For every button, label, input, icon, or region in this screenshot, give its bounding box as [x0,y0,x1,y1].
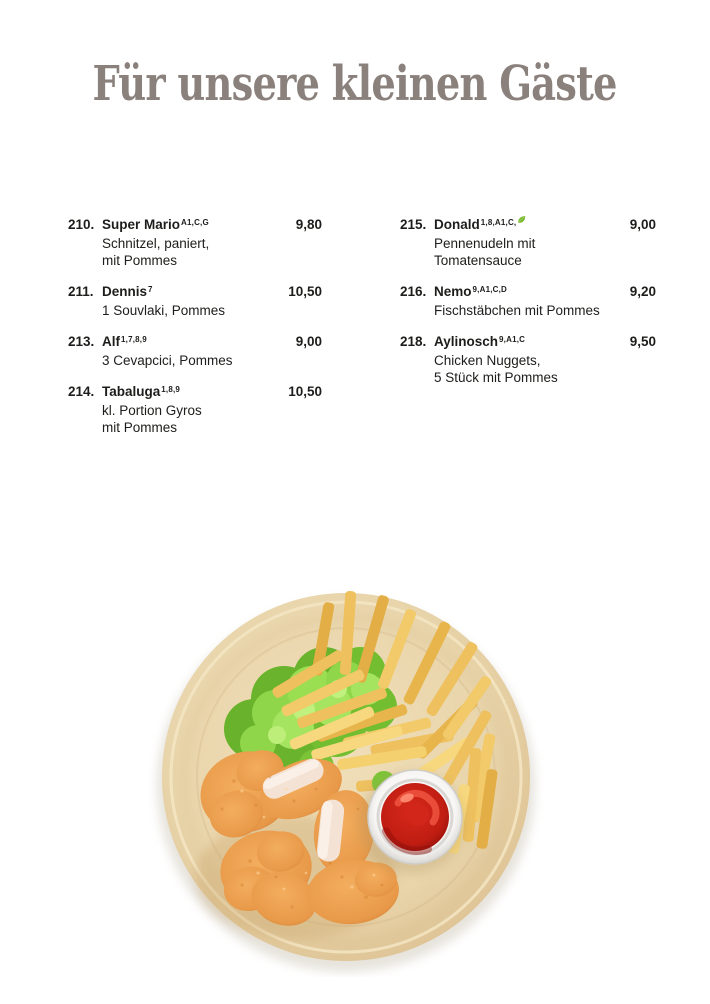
item-name-line [102,333,288,352]
item-description-line: Pennenudeln mit [434,236,536,251]
item-price: 9,50 [629,334,656,349]
item-description-line: mit Pommes [102,253,178,268]
item-allergen-codes: 1,8,A1,C, [480,218,517,227]
item-description-line: Schnitzel, paniert, [102,236,210,251]
item-price: 9,00 [629,217,656,232]
item-price: 10,50 [288,384,322,399]
item-number: 210. [68,217,95,232]
menu-item-211 [68,283,322,319]
item-body [434,216,622,269]
meal-photo [146,577,546,977]
item-number: 214. [68,384,95,399]
item-allergen-codes: 9,A1,C,D [472,285,508,294]
item-body [102,333,288,369]
menu-item-216 [400,283,656,319]
item-body [434,333,622,386]
menu-item-218 [400,333,656,386]
menu-item-215 [400,216,656,269]
item-description-line: Tomatensauce [434,253,522,268]
item-body [102,216,288,269]
item-description-line: Chicken Nuggets, [434,353,541,368]
item-name-line [102,283,280,302]
menu-item-213 [68,333,322,369]
page-title [0,58,710,111]
item-price: 9,80 [295,217,322,232]
item-number: 216. [400,284,427,299]
item-description-line: 1 Souvlaki, Pommes [102,303,226,318]
item-number: 211. [68,284,94,299]
item-allergen-codes: 1,8,9 [161,385,181,394]
item-price: 9,00 [295,334,322,349]
item-allergen-codes: 9,A1,C [499,335,526,344]
item-description-line: mit Pommes [102,420,178,435]
item-allergen-codes: 7 [148,285,153,294]
item-number: 218. [400,334,427,349]
item-name-line [102,383,280,402]
item-name-line [434,283,622,302]
item-description-line: 5 Stück mit Pommes [434,370,558,385]
menu-column-right [400,216,656,400]
item-name-line [434,216,622,235]
item-description-line: 3 Cevapcici, Pommes [102,353,233,368]
item-allergen-codes: 1,7,8,9 [121,335,147,344]
vegetarian-leaf-icon [517,211,526,220]
page-title-text: Für unsere kleinen Gäste [92,56,618,112]
item-name: Nemo [434,284,472,299]
item-body [102,283,280,319]
menu-item-214 [68,383,322,436]
item-name: Alf [102,334,120,349]
item-number: 215. [400,217,427,232]
item-body [102,383,280,436]
item-description-line: Fischstäbchen mit Pommes [434,303,600,318]
item-name: Donald [434,217,480,232]
menu-column-left [68,216,322,450]
item-name: Super Mario [102,217,181,232]
item-name: Dennis [102,284,148,299]
item-name: Tabaluga [102,384,161,399]
item-number: 213. [68,334,95,349]
item-name-line [102,216,288,235]
item-name-line [434,333,622,352]
item-price: 10,50 [288,284,322,299]
item-price: 9,20 [629,284,656,299]
item-body [434,283,622,319]
item-description-line: kl. Portion Gyros [102,403,202,418]
item-allergen-codes: A1,C,G [181,218,209,227]
menu-item-210 [68,216,322,269]
item-name: Aylinosch [434,334,499,349]
